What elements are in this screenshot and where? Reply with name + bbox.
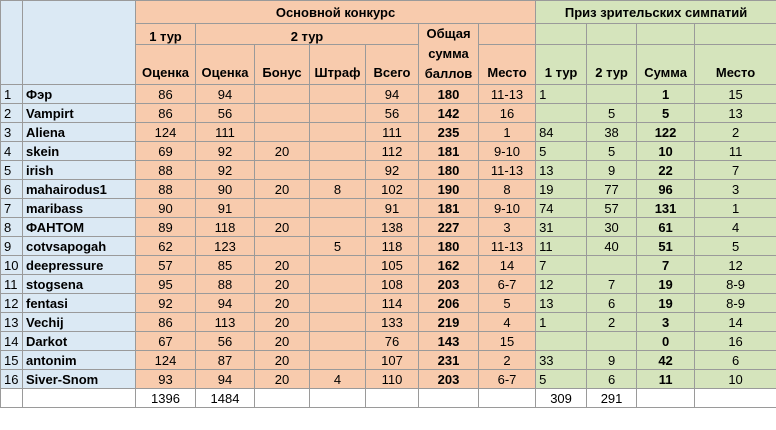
empty-cell[interactable] <box>695 389 776 408</box>
empty-cell[interactable] <box>1 389 23 408</box>
table-row <box>1 256 776 275</box>
row-number[interactable]: 1 <box>1 85 23 104</box>
participant-name[interactable]: Vechij <box>23 313 136 332</box>
total-score[interactable]: 162 <box>419 256 479 275</box>
place-value[interactable]: 3 <box>479 218 536 237</box>
aud-place-value[interactable]: 8-9 <box>695 275 776 294</box>
aud-sum-value[interactable]: 10 <box>637 142 695 161</box>
aud-sum-value[interactable]: 3 <box>637 313 695 332</box>
place-value[interactable]: 14 <box>479 256 536 275</box>
round1-grade[interactable]: 69 <box>136 142 196 161</box>
table-row <box>1 161 776 180</box>
round1-grade[interactable]: 124 <box>136 123 196 142</box>
place-value[interactable]: 15 <box>479 332 536 351</box>
penalty-value[interactable] <box>310 85 366 104</box>
aud-sum-value[interactable]: 131 <box>637 199 695 218</box>
round1-grade[interactable]: 67 <box>136 332 196 351</box>
empty-cell[interactable] <box>23 389 136 408</box>
empty-cell[interactable] <box>255 389 310 408</box>
empty-cell[interactable] <box>419 389 479 408</box>
total-score[interactable]: 180 <box>419 161 479 180</box>
round2-grade[interactable]: 90 <box>196 180 255 199</box>
participant-name[interactable]: fentasi <box>23 294 136 313</box>
place-value[interactable]: 2 <box>479 351 536 370</box>
penalty-value[interactable] <box>310 275 366 294</box>
round2-grade[interactable]: 94 <box>196 370 255 389</box>
aud-round2-value[interactable]: 57 <box>587 199 637 218</box>
round2-grade[interactable]: 118 <box>196 218 255 237</box>
participant-name[interactable]: Darkot <box>23 332 136 351</box>
empty-cell[interactable] <box>310 389 366 408</box>
aud-place-value[interactable]: 2 <box>695 123 776 142</box>
main-contest-header[interactable]: Основной конкурс <box>136 1 536 24</box>
bonus-value[interactable]: 20 <box>255 180 310 199</box>
bonus-value[interactable] <box>255 161 310 180</box>
total-score-line-1: Общая <box>426 26 471 41</box>
aud-place-value[interactable]: 14 <box>695 313 776 332</box>
round2-total[interactable]: 114 <box>366 294 419 313</box>
penalty-value[interactable] <box>310 313 366 332</box>
aud-place-value[interactable]: 13 <box>695 104 776 123</box>
round1-grade[interactable]: 57 <box>136 256 196 275</box>
aud-round2-value[interactable]: 5 <box>587 142 637 161</box>
participant-name[interactable]: ФАНТОМ <box>23 218 136 237</box>
participant-name[interactable]: deepressure <box>23 256 136 275</box>
total-aud-round1[interactable]: 309 <box>536 389 587 408</box>
total-score[interactable]: 206 <box>419 294 479 313</box>
round2-grade[interactable]: 94 <box>196 294 255 313</box>
aud-round2-header[interactable]: 2 тур <box>587 45 637 85</box>
bonus-header[interactable]: Бонус <box>255 45 310 85</box>
empty-cell[interactable] <box>479 389 536 408</box>
aud-place-value[interactable]: 5 <box>695 237 776 256</box>
penalty-value[interactable] <box>310 294 366 313</box>
participant-name[interactable]: cotvsapogah <box>23 237 136 256</box>
aud-round2-value[interactable]: 38 <box>587 123 637 142</box>
aud-round1-header[interactable]: 1 тур <box>536 45 587 85</box>
place-spacer-cell <box>479 24 536 45</box>
place-value[interactable]: 8 <box>479 180 536 199</box>
round1-grade[interactable]: 86 <box>136 313 196 332</box>
row-number[interactable]: 7 <box>1 199 23 218</box>
row-number[interactable]: 16 <box>1 370 23 389</box>
round1-grade[interactable]: 86 <box>136 85 196 104</box>
aud-spacer-4 <box>695 24 776 45</box>
bonus-value[interactable]: 20 <box>255 351 310 370</box>
aud-sum-value[interactable]: 7 <box>637 256 695 275</box>
participant-name[interactable]: antonim <box>23 351 136 370</box>
round2-grade[interactable]: 92 <box>196 142 255 161</box>
aud-sum-value[interactable]: 0 <box>637 332 695 351</box>
round1-grade[interactable]: 124 <box>136 351 196 370</box>
audience-prize-header[interactable]: Приз зрительских симпатий <box>536 1 776 24</box>
table-row <box>1 104 776 123</box>
table-row <box>1 142 776 161</box>
penalty-value[interactable]: 8 <box>310 180 366 199</box>
row-number[interactable]: 13 <box>1 313 23 332</box>
total-score-line-3: баллов <box>424 66 473 81</box>
participant-name[interactable]: Siver-Snom <box>23 370 136 389</box>
round1-grade[interactable]: 93 <box>136 370 196 389</box>
aud-sum-value[interactable]: 19 <box>637 275 695 294</box>
row-number[interactable]: 15 <box>1 351 23 370</box>
round1-header[interactable]: 1 тур <box>136 24 196 45</box>
row-number[interactable]: 9 <box>1 237 23 256</box>
total-round2[interactable]: 1484 <box>196 389 255 408</box>
round2-total[interactable]: 76 <box>366 332 419 351</box>
bonus-value[interactable]: 20 <box>255 332 310 351</box>
participant-name[interactable]: skein <box>23 142 136 161</box>
table-row <box>1 351 776 370</box>
table-row <box>1 275 776 294</box>
place-header[interactable]: Место <box>479 45 536 85</box>
aud-sum-value[interactable]: 5 <box>637 104 695 123</box>
place-value[interactable]: 9-10 <box>479 142 536 161</box>
penalty-value[interactable] <box>310 123 366 142</box>
total-round1[interactable]: 1396 <box>136 389 196 408</box>
penalty-value[interactable] <box>310 332 366 351</box>
aud-round1-value[interactable]: 5 <box>536 142 587 161</box>
aud-spacer-1 <box>536 24 587 45</box>
table-row <box>1 332 776 351</box>
penalty-value[interactable] <box>310 351 366 370</box>
round1-grade[interactable]: 90 <box>136 199 196 218</box>
row-number[interactable]: 8 <box>1 218 23 237</box>
round2-grade[interactable]: 123 <box>196 237 255 256</box>
aud-round1-value[interactable]: 12 <box>536 275 587 294</box>
participant-name[interactable]: Aliena <box>23 123 136 142</box>
name-header-cell <box>23 1 136 85</box>
penalty-value[interactable] <box>310 142 366 161</box>
row-number[interactable]: 12 <box>1 294 23 313</box>
row-number[interactable]: 5 <box>1 161 23 180</box>
aud-place-value[interactable]: 8-9 <box>695 294 776 313</box>
round2-grade[interactable]: 91 <box>196 199 255 218</box>
aud-round1-value[interactable]: 11 <box>536 237 587 256</box>
empty-cell[interactable] <box>366 389 419 408</box>
aud-round2-value[interactable]: 77 <box>587 180 637 199</box>
bonus-value[interactable]: 20 <box>255 275 310 294</box>
aud-round2-value[interactable]: 6 <box>587 294 637 313</box>
bonus-value[interactable]: 20 <box>255 218 310 237</box>
round2-grade[interactable]: 92 <box>196 161 255 180</box>
participant-name[interactable]: Фэр <box>23 85 136 104</box>
place-value[interactable]: 11-13 <box>479 85 536 104</box>
penalty-value[interactable] <box>310 218 366 237</box>
total-score[interactable]: 231 <box>419 351 479 370</box>
total-score[interactable]: 180 <box>419 237 479 256</box>
round2-total[interactable]: 108 <box>366 275 419 294</box>
row-number[interactable]: 11 <box>1 275 23 294</box>
table-row <box>1 237 776 256</box>
aud-round1-value[interactable]: 19 <box>536 180 587 199</box>
bonus-value[interactable]: 20 <box>255 313 310 332</box>
aud-place-value[interactable]: 1 <box>695 199 776 218</box>
row-number[interactable]: 6 <box>1 180 23 199</box>
aud-round2-value[interactable]: 40 <box>587 237 637 256</box>
bonus-value[interactable]: 20 <box>255 142 310 161</box>
penalty-value[interactable] <box>310 161 366 180</box>
aud-round1-value[interactable] <box>536 332 587 351</box>
round2-grade[interactable]: 111 <box>196 123 255 142</box>
table-row <box>1 85 776 104</box>
round1-grade[interactable]: 88 <box>136 161 196 180</box>
round2-total[interactable]: 111 <box>366 123 419 142</box>
bonus-value[interactable] <box>255 104 310 123</box>
aud-round2-value[interactable] <box>587 256 637 275</box>
total-score[interactable]: 142 <box>419 104 479 123</box>
total-score[interactable]: 190 <box>419 180 479 199</box>
table-row <box>1 294 776 313</box>
aud-round1-value[interactable]: 5 <box>536 370 587 389</box>
place-value[interactable]: 11-13 <box>479 237 536 256</box>
aud-sum-header[interactable]: Сумма <box>637 45 695 85</box>
place-value[interactable]: 6-7 <box>479 275 536 294</box>
aud-sum-value[interactable]: 19 <box>637 294 695 313</box>
round2-grade[interactable]: 94 <box>196 85 255 104</box>
round2-total[interactable]: 118 <box>366 237 419 256</box>
total-aud-round2[interactable]: 291 <box>587 389 637 408</box>
participant-name[interactable]: maribass <box>23 199 136 218</box>
total-score[interactable]: 219 <box>419 313 479 332</box>
aud-place-value[interactable]: 7 <box>695 161 776 180</box>
aud-sum-value[interactable]: 61 <box>637 218 695 237</box>
total-score[interactable]: 203 <box>419 370 479 389</box>
aud-sum-value[interactable]: 51 <box>637 237 695 256</box>
aud-round1-value[interactable]: 84 <box>536 123 587 142</box>
round2-grade[interactable]: 88 <box>196 275 255 294</box>
aud-spacer-2 <box>587 24 637 45</box>
aud-place-value[interactable]: 6 <box>695 351 776 370</box>
total-score-header[interactable] <box>419 24 479 85</box>
aud-round2-value[interactable]: 9 <box>587 161 637 180</box>
aud-place-header[interactable]: Место <box>695 45 776 85</box>
table-row <box>1 199 776 218</box>
aud-sum-value[interactable]: 122 <box>637 123 695 142</box>
table-row <box>1 218 776 237</box>
round1-grade[interactable]: 62 <box>136 237 196 256</box>
total-header[interactable]: Всего <box>366 45 419 85</box>
participant-name[interactable]: Vampirt <box>23 104 136 123</box>
aud-round2-value[interactable]: 30 <box>587 218 637 237</box>
aud-place-value[interactable]: 15 <box>695 85 776 104</box>
aud-place-value[interactable]: 16 <box>695 332 776 351</box>
round2-grade[interactable]: 87 <box>196 351 255 370</box>
row-number[interactable]: 4 <box>1 142 23 161</box>
total-score[interactable]: 181 <box>419 199 479 218</box>
corner-cell <box>1 1 23 85</box>
bonus-value[interactable] <box>255 237 310 256</box>
table-row <box>1 370 776 389</box>
total-score[interactable]: 143 <box>419 332 479 351</box>
aud-place-value[interactable]: 10 <box>695 370 776 389</box>
place-value[interactable]: 9-10 <box>479 199 536 218</box>
bonus-value[interactable]: 20 <box>255 294 310 313</box>
aud-sum-value[interactable]: 1 <box>637 85 695 104</box>
row-number[interactable]: 2 <box>1 104 23 123</box>
aud-round2-value[interactable] <box>587 332 637 351</box>
totals-row <box>1 389 776 408</box>
round2-total[interactable]: 105 <box>366 256 419 275</box>
bonus-value[interactable] <box>255 123 310 142</box>
total-score[interactable]: 227 <box>419 218 479 237</box>
aud-round1-value[interactable]: 74 <box>536 199 587 218</box>
aud-place-value[interactable]: 4 <box>695 218 776 237</box>
row-number[interactable]: 14 <box>1 332 23 351</box>
table-row <box>1 313 776 332</box>
aud-sum-value[interactable]: 42 <box>637 351 695 370</box>
round1-grade[interactable]: 89 <box>136 218 196 237</box>
round1-grade[interactable]: 88 <box>136 180 196 199</box>
aud-round2-value[interactable]: 7 <box>587 275 637 294</box>
bonus-value[interactable] <box>255 85 310 104</box>
place-value[interactable]: 1 <box>479 123 536 142</box>
total-score[interactable]: 181 <box>419 142 479 161</box>
aud-place-value[interactable]: 11 <box>695 142 776 161</box>
penalty-header[interactable]: Штраф <box>310 45 366 85</box>
aud-sum-value[interactable]: 22 <box>637 161 695 180</box>
bonus-value[interactable]: 20 <box>255 256 310 275</box>
round2-grade[interactable]: 56 <box>196 104 255 123</box>
round2-total[interactable]: 138 <box>366 218 419 237</box>
round1-grade[interactable]: 86 <box>136 104 196 123</box>
total-score[interactable]: 180 <box>419 85 479 104</box>
penalty-value[interactable] <box>310 104 366 123</box>
round2-total[interactable]: 92 <box>366 161 419 180</box>
round2-total[interactable]: 112 <box>366 142 419 161</box>
aud-round2-value[interactable] <box>587 85 637 104</box>
participant-name[interactable]: mahairodus1 <box>23 180 136 199</box>
round2-grade[interactable]: 85 <box>196 256 255 275</box>
place-value[interactable]: 11-13 <box>479 161 536 180</box>
penalty-value[interactable]: 5 <box>310 237 366 256</box>
bonus-value[interactable] <box>255 199 310 218</box>
row-number[interactable]: 3 <box>1 123 23 142</box>
place-value[interactable]: 6-7 <box>479 370 536 389</box>
total-score-line-2: сумма <box>428 46 469 61</box>
grade-header[interactable]: Оценка <box>136 45 196 85</box>
round1-grade[interactable]: 95 <box>136 275 196 294</box>
round2-total[interactable]: 56 <box>366 104 419 123</box>
aud-sum-value[interactable]: 96 <box>637 180 695 199</box>
empty-cell[interactable] <box>637 389 695 408</box>
round2-grade[interactable]: 113 <box>196 313 255 332</box>
aud-round2-value[interactable]: 2 <box>587 313 637 332</box>
table-row <box>1 123 776 142</box>
place-value[interactable]: 16 <box>479 104 536 123</box>
place-value[interactable]: 4 <box>479 313 536 332</box>
aud-place-value[interactable]: 12 <box>695 256 776 275</box>
participant-name[interactable]: irish <box>23 161 136 180</box>
aud-round1-value[interactable]: 33 <box>536 351 587 370</box>
aud-round1-value[interactable]: 7 <box>536 256 587 275</box>
row-number[interactable]: 10 <box>1 256 23 275</box>
bonus-value[interactable]: 20 <box>255 370 310 389</box>
round1-grade[interactable]: 92 <box>136 294 196 313</box>
aud-round2-value[interactable]: 6 <box>587 370 637 389</box>
aud-round1-value[interactable] <box>536 104 587 123</box>
round2-header[interactable]: 2 тур <box>196 24 419 45</box>
aud-round1-value[interactable]: 1 <box>536 313 587 332</box>
aud-spacer-3 <box>637 24 695 45</box>
round2-grade[interactable]: 56 <box>196 332 255 351</box>
penalty-value[interactable]: 4 <box>310 370 366 389</box>
total-score[interactable]: 235 <box>419 123 479 142</box>
aud-place-value[interactable]: 3 <box>695 180 776 199</box>
aud-round1-value[interactable]: 13 <box>536 294 587 313</box>
aud-round2-value[interactable]: 5 <box>587 104 637 123</box>
grade2-header[interactable]: Оценка <box>196 45 255 85</box>
aud-round2-value[interactable]: 9 <box>587 351 637 370</box>
penalty-value[interactable] <box>310 199 366 218</box>
participant-name[interactable]: stogsena <box>23 275 136 294</box>
round2-total[interactable]: 110 <box>366 370 419 389</box>
aud-round1-value[interactable]: 1 <box>536 85 587 104</box>
total-score[interactable]: 203 <box>419 275 479 294</box>
round2-total[interactable]: 94 <box>366 85 419 104</box>
aud-round1-value[interactable]: 13 <box>536 161 587 180</box>
penalty-value[interactable] <box>310 256 366 275</box>
place-value[interactable]: 5 <box>479 294 536 313</box>
round2-total[interactable]: 133 <box>366 313 419 332</box>
table-row <box>1 180 776 199</box>
round2-total[interactable]: 107 <box>366 351 419 370</box>
aud-sum-value[interactable]: 11 <box>637 370 695 389</box>
round2-total[interactable]: 91 <box>366 199 419 218</box>
round2-total[interactable]: 102 <box>366 180 419 199</box>
aud-round1-value[interactable]: 31 <box>536 218 587 237</box>
